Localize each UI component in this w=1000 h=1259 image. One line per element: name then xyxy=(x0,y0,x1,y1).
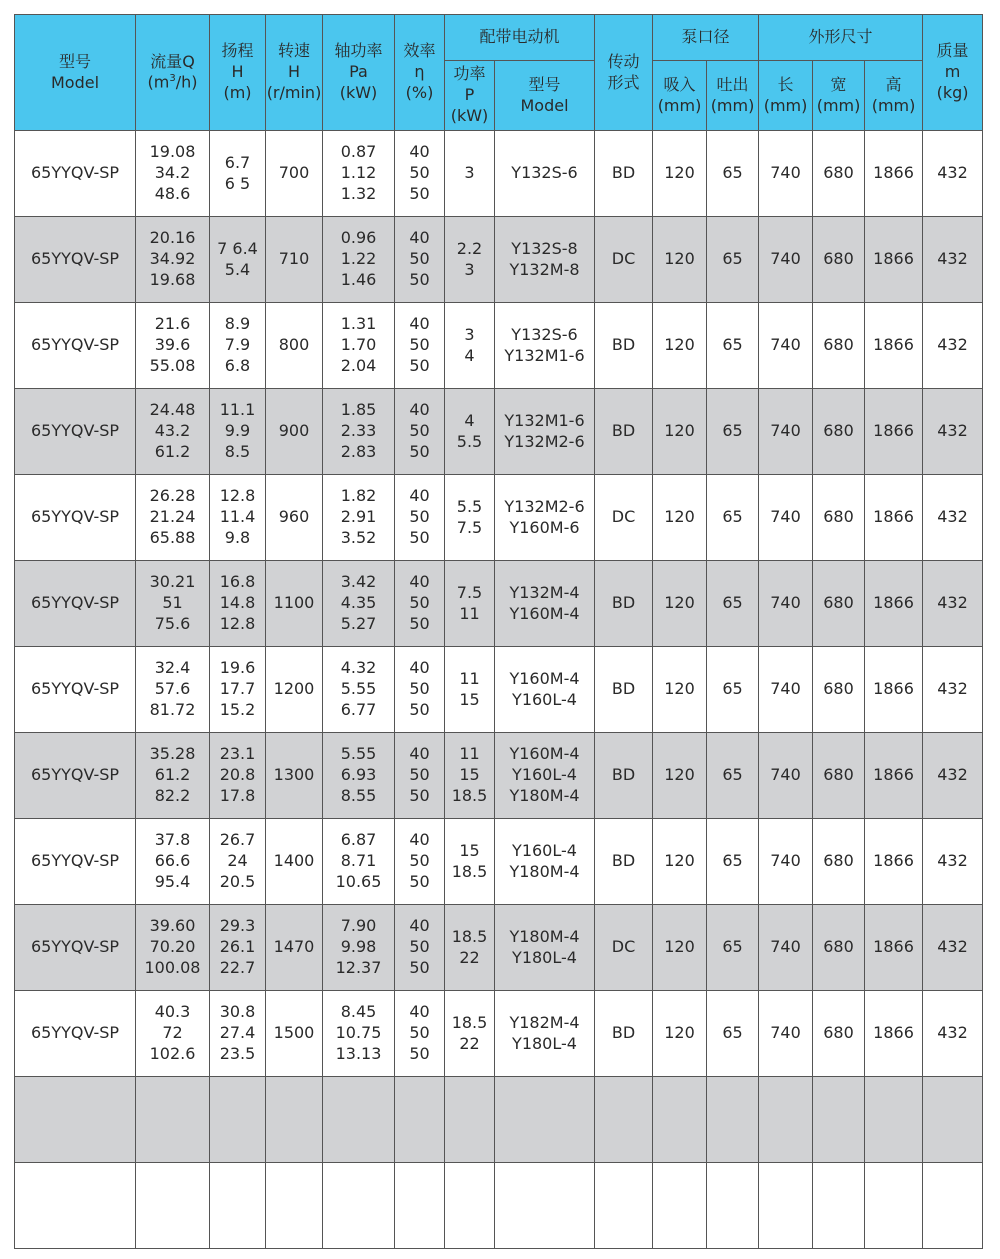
cell-width: 680 xyxy=(813,303,865,389)
cell-head: 23.1 20.8 17.8 xyxy=(210,733,266,819)
cell-width: 680 xyxy=(813,561,865,647)
cell-width: 680 xyxy=(813,475,865,561)
cell-mass: 432 xyxy=(923,905,983,991)
cell-length: 740 xyxy=(759,217,813,303)
cell-drive-empty xyxy=(595,1163,653,1249)
cell-model: 65YYQV-SP xyxy=(15,819,136,905)
cell-motor-power: 11 15 xyxy=(445,647,495,733)
cell-bore-out: 65 xyxy=(707,475,759,561)
cell-motor-model: Y182M-4 Y180L-4 xyxy=(495,991,595,1077)
cell-mass: 432 xyxy=(923,303,983,389)
cell-drive: BD xyxy=(595,131,653,217)
cell-bore-out: 65 xyxy=(707,217,759,303)
cell-length: 740 xyxy=(759,991,813,1077)
cell-flow: 20.16 34.92 19.68 xyxy=(136,217,210,303)
cell-mass: 432 xyxy=(923,131,983,217)
header-model: 型号 Model xyxy=(15,15,136,131)
cell-efficiency: 40 50 50 xyxy=(395,475,445,561)
table-row xyxy=(15,819,983,905)
cell-motor-model: Y132M2-6 Y160M-6 xyxy=(495,475,595,561)
header-shaft-power: 轴功率 Pa (kW) xyxy=(323,15,395,131)
cell-head-empty xyxy=(210,1163,266,1249)
cell-bore-out: 65 xyxy=(707,733,759,819)
cell-bore-in: 120 xyxy=(653,561,707,647)
cell-width: 680 xyxy=(813,819,865,905)
cell-head: 26.7 24 20.5 xyxy=(210,819,266,905)
cell-shaft-power: 7.90 9.98 12.37 xyxy=(323,905,395,991)
cell-head: 12.8 11.4 9.8 xyxy=(210,475,266,561)
cell-speed: 900 xyxy=(266,389,323,475)
cell-speed: 1300 xyxy=(266,733,323,819)
cell-length: 740 xyxy=(759,389,813,475)
cell-height: 1866 xyxy=(865,991,923,1077)
cell-motor-power: 15 18.5 xyxy=(445,819,495,905)
header-flow: 流量Q $(m^3/h)$ xyxy=(136,15,210,131)
cell-bore-in: 120 xyxy=(653,217,707,303)
cell-bore-out: 65 xyxy=(707,991,759,1077)
cell-efficiency: 40 50 50 xyxy=(395,905,445,991)
cell-height: 1866 xyxy=(865,217,923,303)
header-efficiency: 效率 η (%) xyxy=(395,15,445,131)
cell-head: 7 6.4 5.4 xyxy=(210,217,266,303)
cell-speed: 700 xyxy=(266,131,323,217)
cell-drive: BD xyxy=(595,561,653,647)
cell-motor-power: 4 5.5 xyxy=(445,389,495,475)
cell-speed: 1470 xyxy=(266,905,323,991)
cell-bore-in: 120 xyxy=(653,733,707,819)
cell-flow: 39.60 70.20 100.08 xyxy=(136,905,210,991)
pump-spec-table xyxy=(14,14,983,1249)
cell-mass: 432 xyxy=(923,475,983,561)
cell-efficiency: 40 50 50 xyxy=(395,561,445,647)
cell-bore-out: 65 xyxy=(707,819,759,905)
header-mass: 质量 m (kg) xyxy=(923,15,983,131)
cell-length-empty xyxy=(759,1077,813,1163)
cell-model: 65YYQV-SP xyxy=(15,647,136,733)
cell-speed: 1200 xyxy=(266,647,323,733)
cell-model: 65YYQV-SP xyxy=(15,991,136,1077)
cell-speed: 1500 xyxy=(266,991,323,1077)
cell-flow: 19.08 34.2 48.6 xyxy=(136,131,210,217)
cell-bore-in: 120 xyxy=(653,905,707,991)
header-motor-model: 型号 Model xyxy=(495,61,595,131)
cell-height: 1866 xyxy=(865,561,923,647)
cell-head: 19.6 17.7 15.2 xyxy=(210,647,266,733)
cell-flow: 32.4 57.6 81.72 xyxy=(136,647,210,733)
cell-motor-power-empty xyxy=(445,1077,495,1163)
cell-head: 30.8 27.4 23.5 xyxy=(210,991,266,1077)
cell-height-empty xyxy=(865,1077,923,1163)
cell-length: 740 xyxy=(759,561,813,647)
cell-motor-model-empty xyxy=(495,1077,595,1163)
cell-speed: 710 xyxy=(266,217,323,303)
cell-length: 740 xyxy=(759,905,813,991)
cell-flow-empty xyxy=(136,1077,210,1163)
cell-shaft-power-empty xyxy=(323,1077,395,1163)
cell-motor-model: Y180M-4 Y180L-4 xyxy=(495,905,595,991)
cell-shaft-power: 5.55 6.93 8.55 xyxy=(323,733,395,819)
cell-drive: BD xyxy=(595,647,653,733)
cell-motor-model: Y132S-6 xyxy=(495,131,595,217)
cell-shaft-power: 6.87 8.71 10.65 xyxy=(323,819,395,905)
header-motor-group: 配带电动机 xyxy=(445,15,595,61)
cell-flow: 37.8 66.6 95.4 xyxy=(136,819,210,905)
cell-drive: BD xyxy=(595,991,653,1077)
cell-shaft-power: 8.45 10.75 13.13 xyxy=(323,991,395,1077)
cell-bore-in: 120 xyxy=(653,819,707,905)
header-bore-group: 泵口径 xyxy=(653,15,759,61)
cell-head: 8.9 7.9 6.8 xyxy=(210,303,266,389)
cell-drive: DC xyxy=(595,217,653,303)
cell-motor-power: 7.5 11 xyxy=(445,561,495,647)
cell-width: 680 xyxy=(813,733,865,819)
cell-width: 680 xyxy=(813,389,865,475)
header-dim-width: 宽 (mm) xyxy=(813,61,865,131)
cell-bore-in: 120 xyxy=(653,389,707,475)
cell-shaft-power: 0.87 1.12 1.32 xyxy=(323,131,395,217)
cell-height: 1866 xyxy=(865,389,923,475)
cell-height: 1866 xyxy=(865,733,923,819)
empty-row xyxy=(15,1077,983,1163)
cell-flow: 30.21 51 75.6 xyxy=(136,561,210,647)
cell-bore-in: 120 xyxy=(653,647,707,733)
cell-model-empty xyxy=(15,1077,136,1163)
cell-model: 65YYQV-SP xyxy=(15,389,136,475)
cell-motor-power: 11 15 18.5 xyxy=(445,733,495,819)
cell-shaft-power: 1.85 2.33 2.83 xyxy=(323,389,395,475)
cell-motor-power: 18.5 22 xyxy=(445,991,495,1077)
cell-bore-in: 120 xyxy=(653,991,707,1077)
cell-motor-power: 2.2 3 xyxy=(445,217,495,303)
cell-motor-power: 3 xyxy=(445,131,495,217)
cell-head: 29.3 26.1 22.7 xyxy=(210,905,266,991)
cell-width: 680 xyxy=(813,131,865,217)
cell-bore-in: 120 xyxy=(653,131,707,217)
cell-mass: 432 xyxy=(923,991,983,1077)
cell-speed: 800 xyxy=(266,303,323,389)
cell-mass: 432 xyxy=(923,217,983,303)
cell-efficiency: 40 50 50 xyxy=(395,819,445,905)
cell-drive: BD xyxy=(595,389,653,475)
cell-bore-out: 65 xyxy=(707,561,759,647)
header-motor-power: 功率 P (kW) xyxy=(445,61,495,131)
cell-head: 11.1 9.9 8.5 xyxy=(210,389,266,475)
table-row xyxy=(15,905,983,991)
table-row xyxy=(15,647,983,733)
cell-flow: 35.28 61.2 82.2 xyxy=(136,733,210,819)
cell-motor-model: Y132M-4 Y160M-4 xyxy=(495,561,595,647)
cell-efficiency: 40 50 50 xyxy=(395,647,445,733)
cell-mass-empty xyxy=(923,1163,983,1249)
cell-motor-model: Y132M1-6 Y132M2-6 xyxy=(495,389,595,475)
cell-bore-out: 65 xyxy=(707,303,759,389)
cell-head-empty xyxy=(210,1077,266,1163)
cell-length: 740 xyxy=(759,733,813,819)
table-row xyxy=(15,389,983,475)
cell-bore-in-empty xyxy=(653,1077,707,1163)
cell-width: 680 xyxy=(813,217,865,303)
cell-mass: 432 xyxy=(923,561,983,647)
table-row xyxy=(15,217,983,303)
cell-model: 65YYQV-SP xyxy=(15,905,136,991)
cell-motor-power: 5.5 7.5 xyxy=(445,475,495,561)
cell-length: 740 xyxy=(759,647,813,733)
cell-efficiency: 40 50 50 xyxy=(395,991,445,1077)
cell-length: 740 xyxy=(759,819,813,905)
empty-row xyxy=(15,1163,983,1249)
cell-height: 1866 xyxy=(865,905,923,991)
cell-efficiency: 40 50 50 xyxy=(395,217,445,303)
cell-shaft-power: 1.31 1.70 2.04 xyxy=(323,303,395,389)
cell-model: 65YYQV-SP xyxy=(15,131,136,217)
cell-drive: DC xyxy=(595,475,653,561)
cell-flow: 21.6 39.6 55.08 xyxy=(136,303,210,389)
cell-motor-model: Y132S-8 Y132M-8 xyxy=(495,217,595,303)
cell-width: 680 xyxy=(813,647,865,733)
cell-width-empty xyxy=(813,1163,865,1249)
cell-model: 65YYQV-SP xyxy=(15,303,136,389)
table-row xyxy=(15,561,983,647)
header-dim-height: 高 (mm) xyxy=(865,61,923,131)
cell-bore-out: 65 xyxy=(707,389,759,475)
cell-shaft-power-empty xyxy=(323,1163,395,1249)
cell-efficiency: 40 50 50 xyxy=(395,389,445,475)
cell-height: 1866 xyxy=(865,647,923,733)
cell-mass: 432 xyxy=(923,733,983,819)
header-bore-out: 吐出 (mm) xyxy=(707,61,759,131)
cell-length: 740 xyxy=(759,303,813,389)
table-body xyxy=(15,131,983,1249)
cell-bore-out-empty xyxy=(707,1163,759,1249)
cell-motor-model: Y160M-4 Y160L-4 xyxy=(495,647,595,733)
header-dims-group: 外形尺寸 xyxy=(759,15,923,61)
table-row xyxy=(15,475,983,561)
cell-height: 1866 xyxy=(865,131,923,217)
header-speed: 转速 H (r/min) xyxy=(266,15,323,131)
cell-mass: 432 xyxy=(923,819,983,905)
cell-efficiency-empty xyxy=(395,1163,445,1249)
cell-efficiency: 40 50 50 xyxy=(395,733,445,819)
cell-model-empty xyxy=(15,1163,136,1249)
cell-motor-model: Y160L-4 Y180M-4 xyxy=(495,819,595,905)
cell-height: 1866 xyxy=(865,303,923,389)
table-row xyxy=(15,303,983,389)
cell-shaft-power: 1.82 2.91 3.52 xyxy=(323,475,395,561)
cell-bore-out: 65 xyxy=(707,647,759,733)
cell-motor-power: 3 4 xyxy=(445,303,495,389)
cell-motor-model: Y132S-6 Y132M1-6 xyxy=(495,303,595,389)
cell-efficiency-empty xyxy=(395,1077,445,1163)
cell-motor-power-empty xyxy=(445,1163,495,1249)
cell-efficiency: 40 50 50 xyxy=(395,303,445,389)
cell-mass-empty xyxy=(923,1077,983,1163)
cell-width-empty xyxy=(813,1077,865,1163)
cell-flow-empty xyxy=(136,1163,210,1249)
cell-speed: 1400 xyxy=(266,819,323,905)
cell-model: 65YYQV-SP xyxy=(15,217,136,303)
cell-head: 6.7 6 5 xyxy=(210,131,266,217)
cell-motor-power: 18.5 22 xyxy=(445,905,495,991)
table-row xyxy=(15,733,983,819)
cell-height: 1866 xyxy=(865,475,923,561)
cell-model: 65YYQV-SP xyxy=(15,475,136,561)
cell-height: 1866 xyxy=(865,819,923,905)
cell-shaft-power: 4.32 5.55 6.77 xyxy=(323,647,395,733)
cell-model: 65YYQV-SP xyxy=(15,561,136,647)
cell-shaft-power: 0.96 1.22 1.46 xyxy=(323,217,395,303)
cell-motor-model-empty xyxy=(495,1163,595,1249)
cell-bore-in: 120 xyxy=(653,303,707,389)
cell-width: 680 xyxy=(813,991,865,1077)
cell-head: 16.8 14.8 12.8 xyxy=(210,561,266,647)
cell-bore-in: 120 xyxy=(653,475,707,561)
table-row xyxy=(15,991,983,1077)
cell-mass: 432 xyxy=(923,647,983,733)
header-bore-in: 吸入 (mm) xyxy=(653,61,707,131)
cell-speed-empty xyxy=(266,1163,323,1249)
cell-bore-out-empty xyxy=(707,1077,759,1163)
cell-flow: 24.48 43.2 61.2 xyxy=(136,389,210,475)
cell-shaft-power: 3.42 4.35 5.27 xyxy=(323,561,395,647)
cell-width: 680 xyxy=(813,905,865,991)
cell-height-empty xyxy=(865,1163,923,1249)
cell-length-empty xyxy=(759,1163,813,1249)
cell-speed-empty xyxy=(266,1077,323,1163)
header-head: 扬程 H (m) xyxy=(210,15,266,131)
cell-drive: DC xyxy=(595,905,653,991)
cell-length: 740 xyxy=(759,475,813,561)
cell-flow: 40.3 72 102.6 xyxy=(136,991,210,1077)
cell-drive: BD xyxy=(595,733,653,819)
cell-drive: BD xyxy=(595,303,653,389)
cell-mass: 432 xyxy=(923,389,983,475)
table-header xyxy=(15,15,983,131)
cell-efficiency: 40 50 50 xyxy=(395,131,445,217)
cell-speed: 960 xyxy=(266,475,323,561)
cell-motor-model: Y160M-4 Y160L-4 Y180M-4 xyxy=(495,733,595,819)
cell-drive: BD xyxy=(595,819,653,905)
cell-flow: 26.28 21.24 65.88 xyxy=(136,475,210,561)
cell-bore-out: 65 xyxy=(707,905,759,991)
cell-bore-out: 65 xyxy=(707,131,759,217)
cell-speed: 1100 xyxy=(266,561,323,647)
header-drive: 传动 形式 xyxy=(595,15,653,131)
cell-length: 740 xyxy=(759,131,813,217)
cell-drive-empty xyxy=(595,1077,653,1163)
cell-model: 65YYQV-SP xyxy=(15,733,136,819)
table-row xyxy=(15,131,983,217)
cell-bore-in-empty xyxy=(653,1163,707,1249)
header-dim-length: 长 (mm) xyxy=(759,61,813,131)
